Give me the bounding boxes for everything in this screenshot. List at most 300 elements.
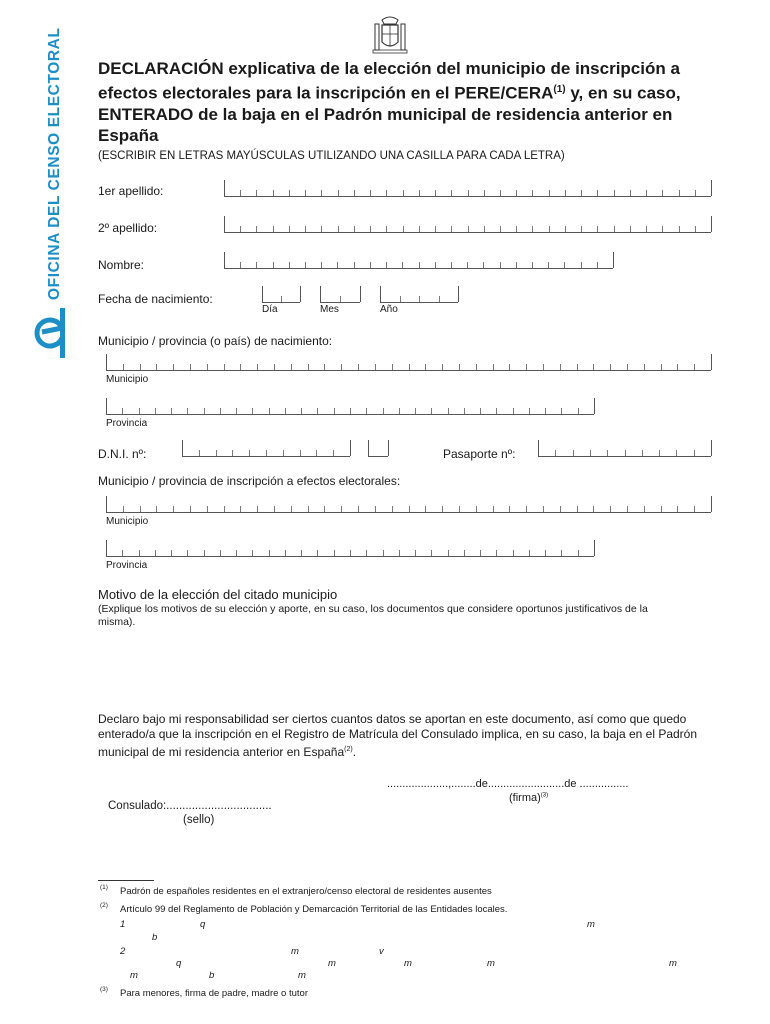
fragment: m [487,958,495,969]
box-divider [581,190,582,196]
box-divider [419,226,420,232]
box-divider [338,190,339,196]
box-divider [484,190,485,196]
box-divider [106,540,107,556]
fragment: v [379,946,384,957]
box-divider [257,506,258,512]
box-divider [646,226,647,232]
box-divider [140,506,141,512]
box-divider [480,408,481,414]
box-divider [199,450,200,456]
box-divider [448,550,449,556]
box-divider [155,408,156,414]
box-divider [451,262,452,268]
box-divider [236,408,237,414]
box-divider [442,506,443,512]
box-divider [560,506,561,512]
box-divider [415,550,416,556]
box-divider [644,506,645,512]
inscripcion-provincia-boxes[interactable] [106,540,594,557]
box-divider [532,262,533,268]
box-divider [216,450,217,456]
box-divider [509,506,510,512]
ano-boxes[interactable] [380,286,458,303]
label-inscripcion-provincia: Provincia [106,560,148,571]
box-divider [526,364,527,370]
box-divider [333,450,334,456]
box-divider [370,226,371,232]
box-divider [630,226,631,232]
box-divider [173,506,174,512]
box-divider [106,398,107,414]
box-divider [350,440,351,456]
box-divider [695,190,696,196]
fragment: m [328,958,336,969]
inscripcion-heading: Municipio / provincia de inscripción a efectos electorales: [98,474,401,488]
box-divider [354,226,355,232]
box-divider [358,364,359,370]
box-divider [500,262,501,268]
box-divider [493,506,494,512]
box-divider [321,190,322,196]
box-divider [388,440,389,456]
box-divider [360,286,361,302]
fragment: 2 [120,946,126,957]
box-divider [207,506,208,512]
box-divider [368,440,369,456]
box-divider [140,364,141,370]
box-divider [106,496,107,512]
box-divider [679,226,680,232]
box-divider [509,364,510,370]
box-divider [500,190,501,196]
box-divider [187,550,188,556]
firma-label: (firma)$^{(3)}$ [509,792,549,804]
box-divider [695,226,696,232]
box-divider [366,408,367,414]
box-divider [578,550,579,556]
box-divider [386,262,387,268]
box-divider [274,364,275,370]
label-apellido2: 2º apellido: [98,221,158,235]
box-divider [340,296,341,302]
box-divider [256,226,257,232]
box-divider [301,408,302,414]
box-divider [190,506,191,512]
box-divider [627,506,628,512]
box-divider [468,226,469,232]
consulado-line[interactable]: Consulado:................................. [108,800,272,812]
box-divider [289,262,290,268]
box-divider [171,408,172,414]
motivo-subtext: (Explique los motivos de su elección y aporte, en su caso, los documentos que considere oportunos justificativos de la misma). [98,603,648,628]
box-divider [545,550,546,556]
label-inscripcion-municipio: Municipio [106,516,149,527]
box-divider [320,286,321,302]
box-divider [419,262,420,268]
box-divider [204,408,205,414]
box-divider [625,450,626,456]
box-divider [435,226,436,232]
box-divider [285,408,286,414]
box-divider [409,364,410,370]
nacimiento-provincia-boxes[interactable] [106,398,594,415]
box-divider [484,226,485,232]
box-divider [173,364,174,370]
dni-boxes[interactable] [182,440,350,457]
box-divider [419,296,420,302]
box-divider [526,506,527,512]
box-divider [496,408,497,414]
box-divider [220,408,221,414]
box-divider [711,440,712,456]
dia-boxes[interactable] [262,286,300,303]
footnote-2-text: Artículo 99 del Reglamento de Población y Demarcación Territorial de las Entidades locales. [120,904,508,915]
box-divider [543,506,544,512]
box-divider [156,506,157,512]
label-nombre: Nombre: [98,258,145,272]
box-divider [630,190,631,196]
box-divider [224,506,225,512]
label-nacimiento-municipio: Municipio [106,374,149,385]
box-divider [402,262,403,268]
box-divider [458,286,459,302]
box-divider [593,506,594,512]
box-divider [232,450,233,456]
box-divider [375,364,376,370]
box-divider [386,190,387,196]
box-divider [555,450,556,456]
box-divider [694,506,695,512]
box-divider [300,450,301,456]
box-divider [324,364,325,370]
box-divider [291,506,292,512]
box-divider [266,450,267,456]
box-divider [300,286,301,302]
box-divider [399,408,400,414]
box-divider [451,190,452,196]
box-divider [435,262,436,268]
box-divider [711,354,712,370]
box-divider [366,550,367,556]
box-divider [694,450,695,456]
box-divider [597,226,598,232]
logo-e-icon [34,308,68,360]
box-divider [573,450,574,456]
box-divider [529,408,530,414]
label-pasaporte: Pasaporte nº: [443,447,516,461]
nombre-boxes[interactable] [224,252,613,269]
box-divider [597,190,598,196]
box-divider [448,408,449,414]
box-divider [532,190,533,196]
box-divider [256,190,257,196]
box-divider [236,550,237,556]
box-divider [614,226,615,232]
box-divider [139,408,140,414]
instruction: (ESCRIBIR EN LETRAS MAYÚSCULAS UTILIZANDO UNA CASILLA PARA CADA LETRA) [98,150,565,162]
box-divider [659,450,660,456]
box-divider [249,450,250,456]
box-divider [224,180,225,196]
box-divider [483,262,484,268]
fragment: 1 [120,919,126,930]
box-divider [560,364,561,370]
box-divider [338,226,339,232]
fragment: b [152,932,158,943]
box-divider [549,226,550,232]
box-divider [370,262,371,268]
box-divider [415,408,416,414]
box-divider [677,506,678,512]
box-divider [711,216,712,232]
box-divider [581,226,582,232]
box-divider [334,550,335,556]
motivo-text-area[interactable] [98,632,710,702]
box-divider [662,190,663,196]
box-divider [122,550,123,556]
box-divider [627,364,628,370]
box-divider [252,408,253,414]
box-divider [123,506,124,512]
label-nacimiento-provincia: Provincia [106,418,148,429]
box-divider [256,262,257,268]
box-divider [317,550,318,556]
box-divider [646,190,647,196]
label-mes: Mes [320,304,339,315]
footnote-1-text: Padrón de españoles residentes en el extranjero/censo electoral de residentes ausentes [120,886,492,897]
box-divider [308,506,309,512]
box-divider [392,364,393,370]
fragment: b [209,970,215,981]
box-divider [139,550,140,556]
box-divider [403,226,404,232]
dni-letter-box[interactable] [368,440,388,457]
box-divider [269,408,270,414]
box-divider [316,450,317,456]
apellido1-boxes[interactable] [224,180,711,197]
box-divider [321,226,322,232]
box-divider [289,190,290,196]
box-divider [386,226,387,232]
box-divider [662,226,663,232]
box-divider [341,364,342,370]
box-divider [308,364,309,370]
box-divider [341,506,342,512]
box-divider [459,364,460,370]
box-divider [240,364,241,370]
date-line[interactable]: ....................,........de.........................de ................ [387,778,629,790]
motivo-heading: Motivo de la elección del citado municipio [98,587,338,602]
label-ano: Año [380,304,398,315]
fragment: m [291,946,299,957]
box-divider [283,450,284,456]
box-divider [425,364,426,370]
box-divider [274,506,275,512]
box-divider [273,262,274,268]
box-divider [269,550,270,556]
box-divider [291,364,292,370]
box-divider [182,440,183,456]
box-divider [538,440,539,456]
box-divider [464,408,465,414]
pasaporte-boxes[interactable] [538,440,711,457]
box-divider [694,364,695,370]
box-divider [513,408,514,414]
box-divider [273,226,274,232]
box-divider [301,550,302,556]
box-divider [480,550,481,556]
box-divider [403,190,404,196]
box-divider [459,506,460,512]
box-divider [581,262,582,268]
footnote-divider [98,880,154,881]
box-divider [532,226,533,232]
box-divider [224,252,225,268]
box-divider [590,450,591,456]
inscripcion-municipio-boxes[interactable] [106,496,711,513]
side-brand-text: OFICINA DEL CENSO ELECTORAL [46,27,63,300]
box-divider [677,364,678,370]
box-divider [123,364,124,370]
box-divider [354,262,355,268]
box-divider [565,190,566,196]
box-divider [240,226,241,232]
box-divider [597,262,598,268]
label-fecha: Fecha de nacimiento: [98,292,213,306]
nacimiento-heading: Municipio / provincia (o país) de nacimiento: [98,334,333,348]
box-divider [442,364,443,370]
box-divider [240,506,241,512]
box-divider [262,286,263,302]
box-divider [548,262,549,268]
box-divider [285,550,286,556]
box-divider [350,408,351,414]
nacimiento-municipio-boxes[interactable] [106,354,711,371]
box-divider [594,540,595,556]
box-divider [577,506,578,512]
box-divider [549,190,550,196]
box-divider [375,506,376,512]
coat-of-arms-icon [372,14,408,56]
box-divider [476,506,477,512]
box-divider [252,550,253,556]
box-divider [431,408,432,414]
box-divider [224,364,225,370]
box-divider [204,550,205,556]
box-divider [207,364,208,370]
box-divider [561,408,562,414]
box-divider [513,550,514,556]
box-divider [400,296,401,302]
box-divider [324,506,325,512]
box-divider [350,550,351,556]
box-divider [593,364,594,370]
box-divider [679,190,680,196]
box-divider [380,286,381,302]
box-divider [281,296,282,302]
box-divider [317,408,318,414]
box-divider [358,506,359,512]
fragment: m [669,958,677,969]
box-divider [676,450,677,456]
box-divider [614,190,615,196]
box-divider [257,364,258,370]
box-divider [661,506,662,512]
box-divider [419,190,420,196]
fragment: m [587,919,595,930]
document-title: DECLARACIÓN explicativa de la elección del municipio de inscripción a efectos electorales para la inscripción en el PERE/CERA$^{(1)}$ y, en su caso, ENTERADO de la baja en el Padrón municipal de residencia anterior en España [98,59,681,145]
box-divider [155,550,156,556]
box-divider [516,262,517,268]
box-divider [516,226,517,232]
fragment: m [130,970,138,981]
box-divider [476,364,477,370]
box-divider [383,408,384,414]
box-divider [468,190,469,196]
box-divider [543,364,544,370]
footnote-3-num: (3) [100,986,108,993]
box-divider [435,190,436,196]
box-divider [545,408,546,414]
box-divider [425,506,426,512]
box-divider [464,550,465,556]
box-divider [610,506,611,512]
declaration-text: Declaro bajo mi responsabilidad ser ciertos cuantos datos se aportan en este documento, así como que quedo enterado/a que la inscripción en el Registro de Matrícula del Consulado implica, en su caso, la baja en el Padrón municipal de mi residencia anterior en España$^{(2)}$. [98,712,698,759]
box-divider [642,450,643,456]
mes-boxes[interactable] [320,286,360,303]
box-divider [171,550,172,556]
box-divider [409,506,410,512]
box-divider [496,550,497,556]
box-divider [661,364,662,370]
box-divider [529,550,530,556]
box-divider [610,364,611,370]
apellido2-boxes[interactable] [224,216,711,233]
fragment: m [298,970,306,981]
box-divider [500,226,501,232]
box-divider [289,226,290,232]
box-divider [156,364,157,370]
box-divider [613,252,614,268]
box-divider [564,262,565,268]
box-divider [431,550,432,556]
box-divider [561,550,562,556]
label-dia: Día [262,304,278,315]
box-divider [187,408,188,414]
box-divider [190,364,191,370]
box-divider [711,496,712,512]
box-divider [439,296,440,302]
footnote-3-text: Para menores, firma de padre, madre o tutor [120,988,308,999]
box-divider [305,226,306,232]
box-divider [493,364,494,370]
box-divider [106,354,107,370]
label-apellido1: 1er apellido: [98,184,164,198]
box-divider [224,216,225,232]
box-divider [305,262,306,268]
footnote-1-num: (1) [100,884,108,891]
sello-label: (sello) [183,814,215,826]
fragment: q [200,919,206,930]
box-divider [578,408,579,414]
box-divider [565,226,566,232]
footnote-2-num: (2) [100,902,108,909]
box-divider [644,364,645,370]
box-divider [354,190,355,196]
box-divider [305,190,306,196]
box-divider [321,262,322,268]
